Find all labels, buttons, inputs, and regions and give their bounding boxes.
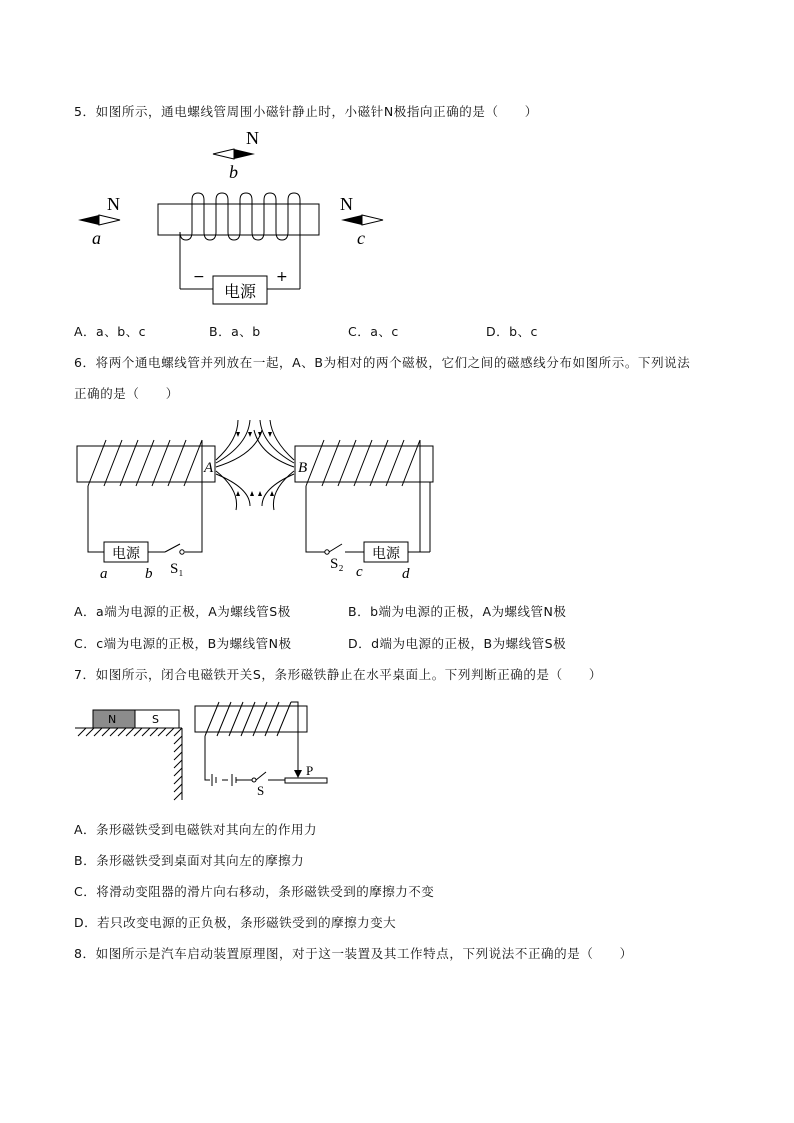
q5-option-a[interactable]: A．a、b、c	[74, 324, 147, 339]
question-6-stem-line-1: 6．将两个通电螺线管并列放在一起，A、B为相对的两个磁极，它们之间的磁感线分布如图所示。下列说法	[74, 355, 691, 370]
q5-minus-sign: −	[193, 269, 205, 285]
bar-magnet-n-label: N	[108, 713, 117, 726]
needle-b-pole-label: N	[246, 128, 259, 148]
switch-s	[252, 772, 285, 782]
q6-left-power-label: 电源	[112, 546, 140, 562]
q6-option-b[interactable]: B．b端为电源的正极，A为螺线管N极	[348, 604, 567, 619]
q7-option-d[interactable]: D．若只改变电源的正负极，条形磁铁受到的摩擦力变大	[74, 915, 397, 930]
q6-option-a[interactable]: A．a端为电源的正极，A为螺线管S极	[74, 604, 291, 619]
needle-c-label: c	[357, 228, 365, 248]
needle-a-pole-label: N	[107, 194, 120, 214]
q6-pole-A-label: A	[204, 460, 214, 476]
question-6-stem-line-2: 正确的是（ ）	[74, 386, 179, 401]
question-7-stem: 7．如图所示，闭合电磁铁开关S，条形磁铁静止在水平桌面上。下列判断正确的是（ ）	[74, 667, 602, 682]
q5-option-d[interactable]: D．b、c	[486, 324, 538, 339]
q6-terminal-d: d	[402, 566, 410, 582]
q7-slider-label: P	[306, 763, 314, 778]
question-8-stem: 8．如图所示是汽车启动装置原理图，对于这一装置及其工作特点，下列说法不正确的是（ ）	[74, 946, 633, 961]
q6-right-power-label: 电源	[372, 546, 400, 562]
needle-a-label: a	[92, 228, 101, 248]
q6-terminal-b: b	[145, 566, 153, 582]
q7-battery	[212, 774, 252, 786]
rheostat-bar	[285, 778, 327, 783]
q7-option-a[interactable]: A．条形磁铁受到电磁铁对其向左的作用力	[74, 822, 318, 837]
q6-switch-s1-label: S₁	[170, 561, 184, 577]
q5-option-b[interactable]: B．a、b	[209, 324, 261, 339]
q6-pole-B-label: B	[298, 460, 308, 476]
q6-switch-s2-label: S₂	[330, 556, 344, 572]
q5-power-source-label: 电源	[223, 282, 257, 301]
q7-option-b[interactable]: B．条形磁铁受到桌面对其向左的摩擦力	[74, 853, 305, 868]
needle-b-label: b	[229, 162, 238, 182]
q7-option-c[interactable]: C．将滑动变阻器的滑片向右移动，条形磁铁受到的摩擦力不变	[74, 884, 435, 899]
bar-magnet-s-label: S	[152, 713, 159, 726]
q5-plus-sign: +	[276, 269, 288, 285]
q6-terminal-a: a	[100, 566, 108, 582]
q6-option-c[interactable]: C．c端为电源的正极，B为螺线管N极	[74, 636, 292, 651]
q5-option-c[interactable]: C．a、c	[348, 324, 399, 339]
q6-option-d[interactable]: D．d端为电源的正极，B为螺线管S极	[348, 636, 567, 651]
rheostat-slider-arrow	[294, 770, 302, 778]
q7-switch-label: S	[257, 783, 265, 798]
needle-c-pole-label: N	[340, 194, 353, 214]
question-5-stem: 5．如图所示，通电螺线管周围小磁针静止时，小磁针N极指向正确的是（ ）	[74, 104, 538, 119]
q6-terminal-c: c	[356, 564, 363, 580]
table-surface	[75, 728, 182, 800]
